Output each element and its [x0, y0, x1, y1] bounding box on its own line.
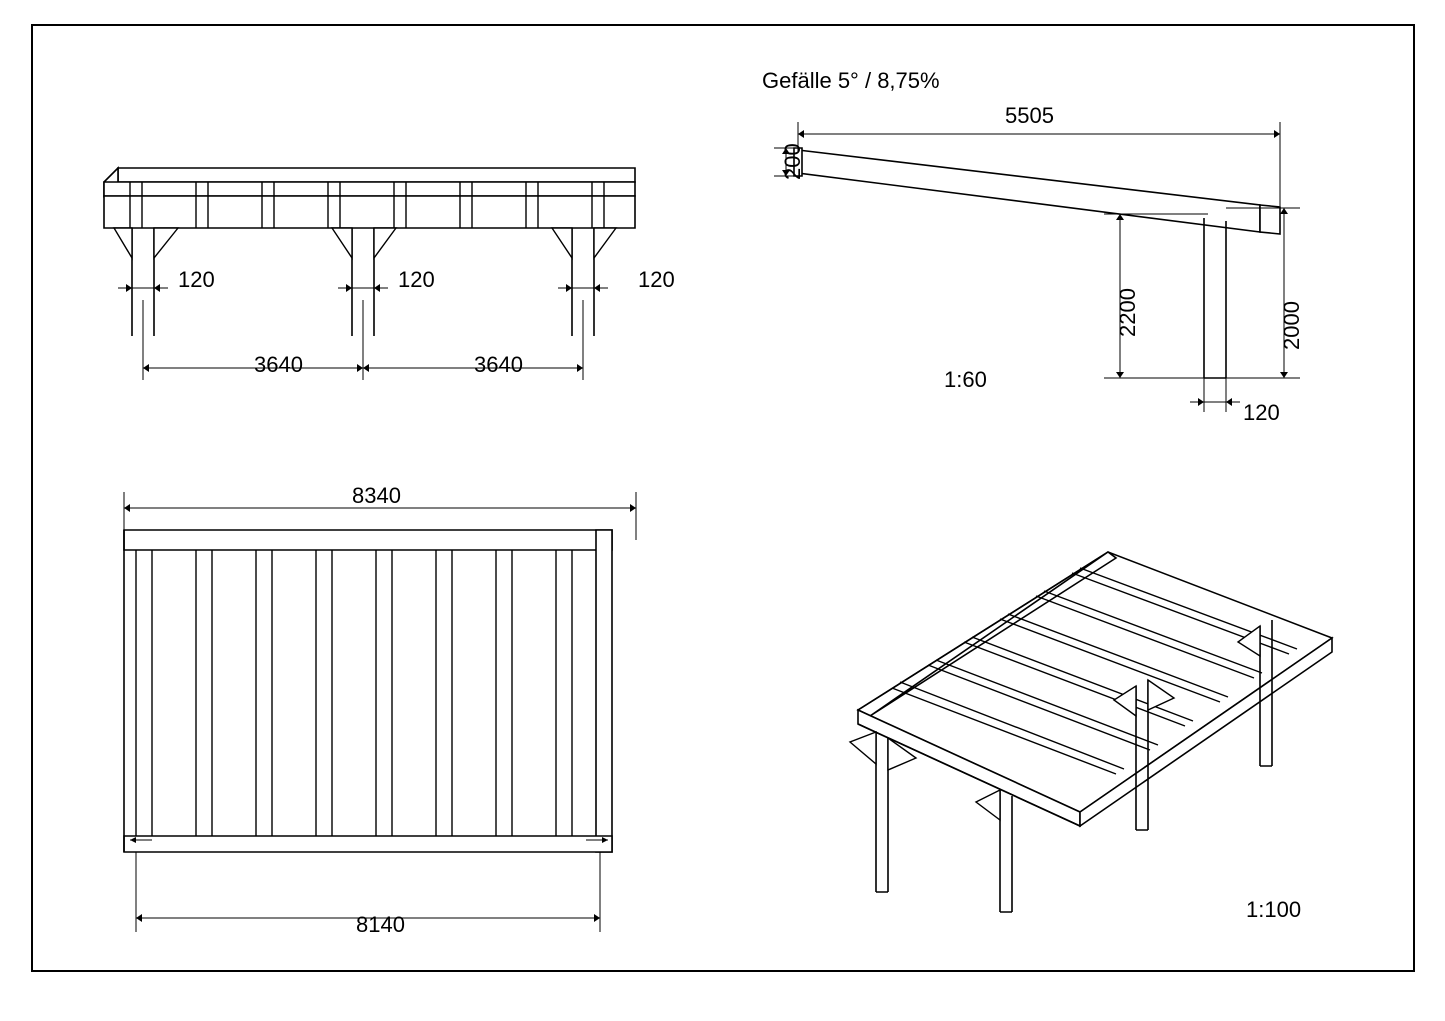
plan-view [100, 480, 660, 960]
side-elevation-view [760, 100, 1320, 440]
slope-note: Gefälle 5° / 8,75% [762, 68, 940, 93]
isometric-view [840, 520, 1350, 920]
side-beam-height: 200 [780, 143, 805, 180]
iso-scale-label: 1:100 [1246, 897, 1302, 922]
front-span-1: 3640 [254, 352, 303, 377]
side-height-rear: 2000 [1279, 301, 1304, 350]
side-scale-label: 1:60 [944, 367, 987, 392]
side-rafter-length: 5505 [1005, 103, 1054, 128]
front-post-width-right: 120 [638, 267, 675, 292]
plan-overall-width: 8340 [352, 483, 401, 508]
plan-inner-width: 8140 [356, 912, 405, 937]
side-height-front: 2200 [1115, 288, 1140, 337]
front-span-2: 3640 [474, 352, 523, 377]
front-post-width-middle: 120 [398, 267, 435, 292]
side-post-width: 120 [1243, 400, 1280, 425]
front-post-width-left: 120 [178, 267, 215, 292]
